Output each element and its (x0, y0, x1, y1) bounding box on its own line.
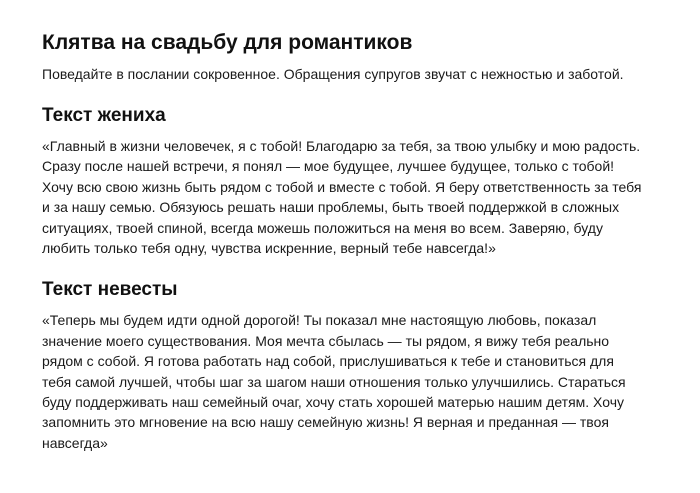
article-title: Клятва на свадьбу для романтиков (42, 31, 413, 54)
bride-heading: Текст невесты (42, 279, 178, 301)
article (42, 0, 642, 453)
groom-heading: Текст жениха (42, 105, 166, 126)
groom-vow-text: «Главный в жизни человечек, я с тобой! Благодарю за тебя, за твою улыбку и мою радость. Сразу после нашей встречи, я понял — мое будущее, лучшее будущее, только с тобой! Хочу всю свою жизнь быть рядом с тобой и вместе с тобой. Я беру ответственность за тебя и за нашу семью. Обязуюсь решать наши проблемы, быть твоей поддержкой в сложных ситуациях, твоей спиной, всегда можешь положиться на меня во всем. Заверяю, буду любить только тебя одну, чувства искренние, верный тебе навсегда!» (42, 138, 642, 257)
article-intro: Поведайте в послании сокровенное. Обращения супругов звучат с нежностью и заботой. (42, 66, 624, 82)
bride-vow-text: «Теперь мы будем идти одной дорогой! Ты показал мне настоящую любовь, показал значение моего существования. Моя мечта сбылась — ты рядом, я вижу тебя реально рядом с собой. Я готова работать над собой, прислушиваться к тебе и становиться для тебя самой лучшей, чтобы шаг за шагом наши отношения только улучшились. Стараться буду поддерживать наш семейный очаг, хочу стать хорошей матерью нашим детям. Хочу запомнить это мгновение на всю нашу семейную жизнь! Я верная и преданная — твоя навсегда» (42, 312, 626, 451)
